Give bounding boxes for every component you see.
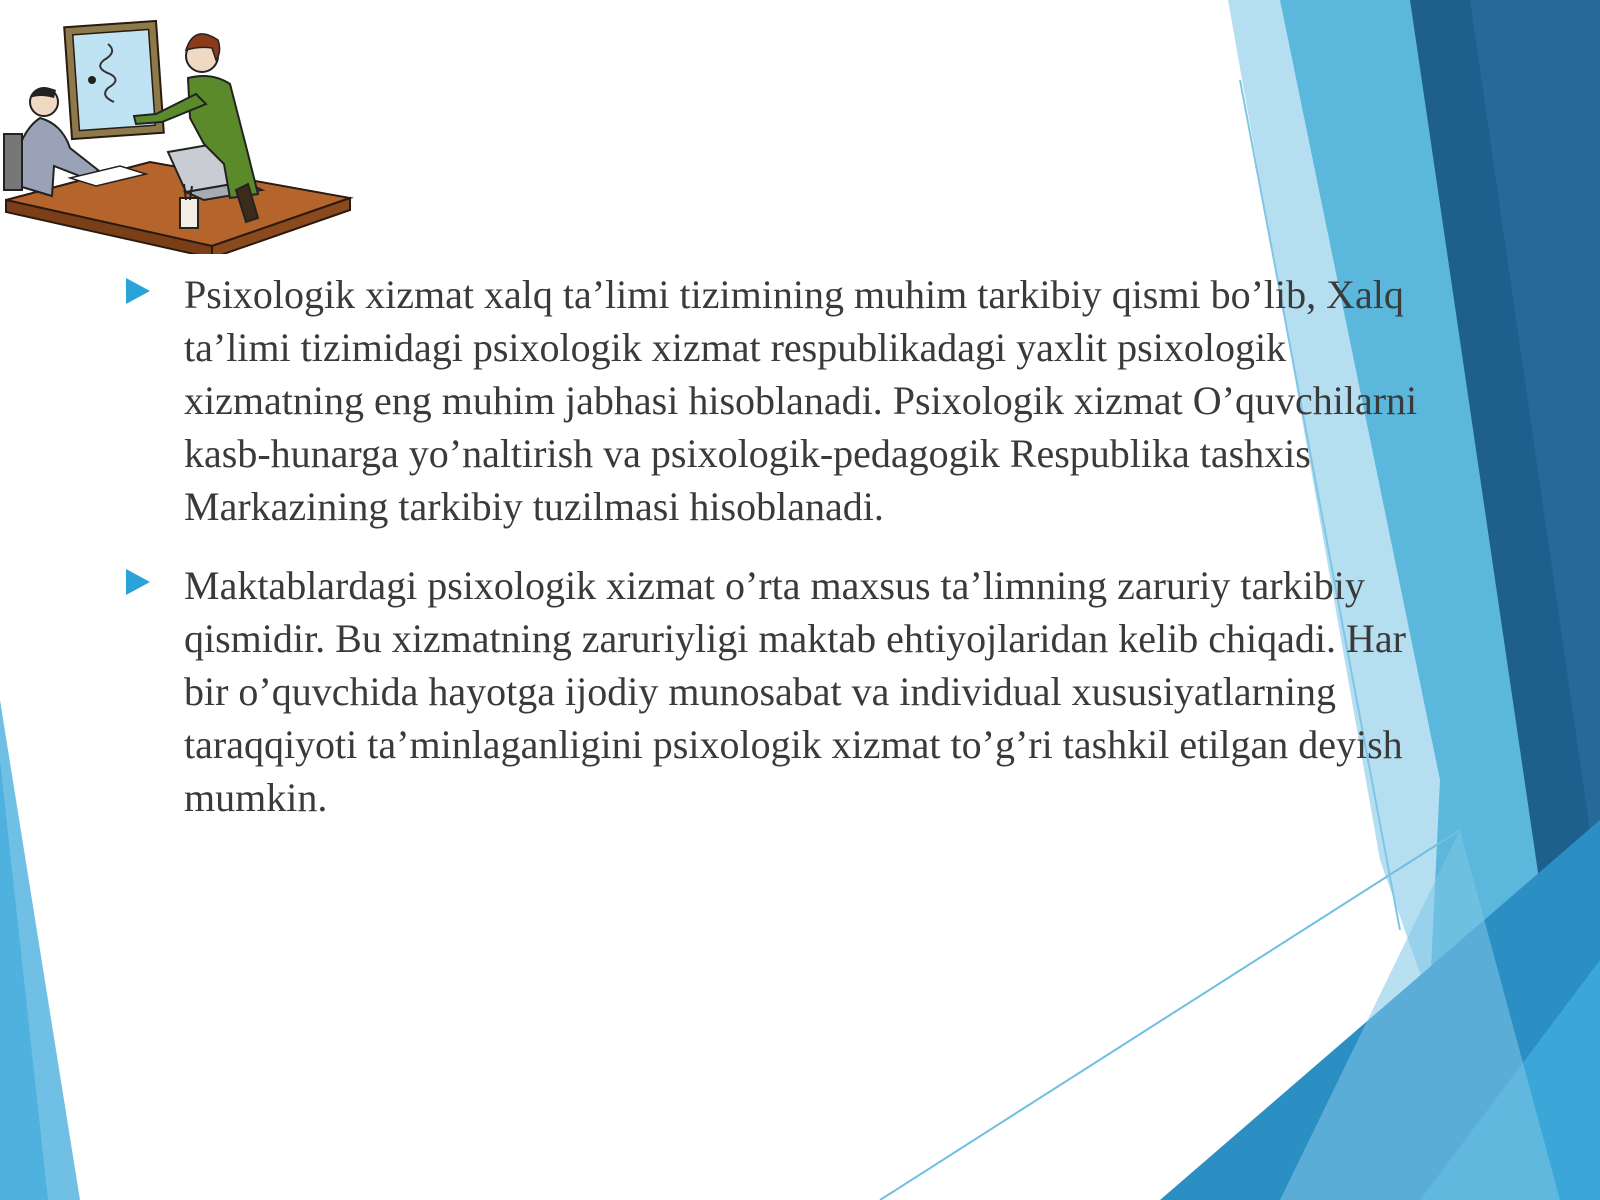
triangle-bullet-icon bbox=[126, 278, 150, 304]
bullet-list bbox=[120, 268, 1460, 850]
cup-icon bbox=[180, 198, 198, 228]
bullet-item-1 bbox=[120, 268, 1460, 533]
bullet-text-1: Psixologik xizmat xalq ta’limi tizimining muhim tarkibiy qismi bo’lib, Xalq ta’limi tizimidagi psixologik xizmat respublikadagi yaxlit psixologik xizmatning eng muhim jabhasi hisoblanadi. Psixologik xizmat O’quvchilarni kasb-hunarga yo’naltirish va psixologik-pedagogik Respublika tashxis Markazining tarkibiy tuzilmasi hisoblanadi. bbox=[184, 272, 1418, 529]
triangle-bullet-icon bbox=[126, 569, 150, 595]
office-meeting-clipart-icon bbox=[0, 14, 356, 254]
bullet-item-2 bbox=[120, 559, 1460, 824]
bullet-text-2: Maktablardagi psixologik xizmat o’rta maxsus ta’limning zaruriy tarkibiy qismidir. Bu xizmatning zaruriyligi maktab ehtiyojlaridan kelib chiqadi. Har bir o’quvchida hayotga ijodiy munosabat va individual xususiyatlarning taraqqiyoti ta’minlaganligini psixologik xizmat to’g’ri tashkil etilgan deyish mumkin. bbox=[184, 563, 1406, 820]
